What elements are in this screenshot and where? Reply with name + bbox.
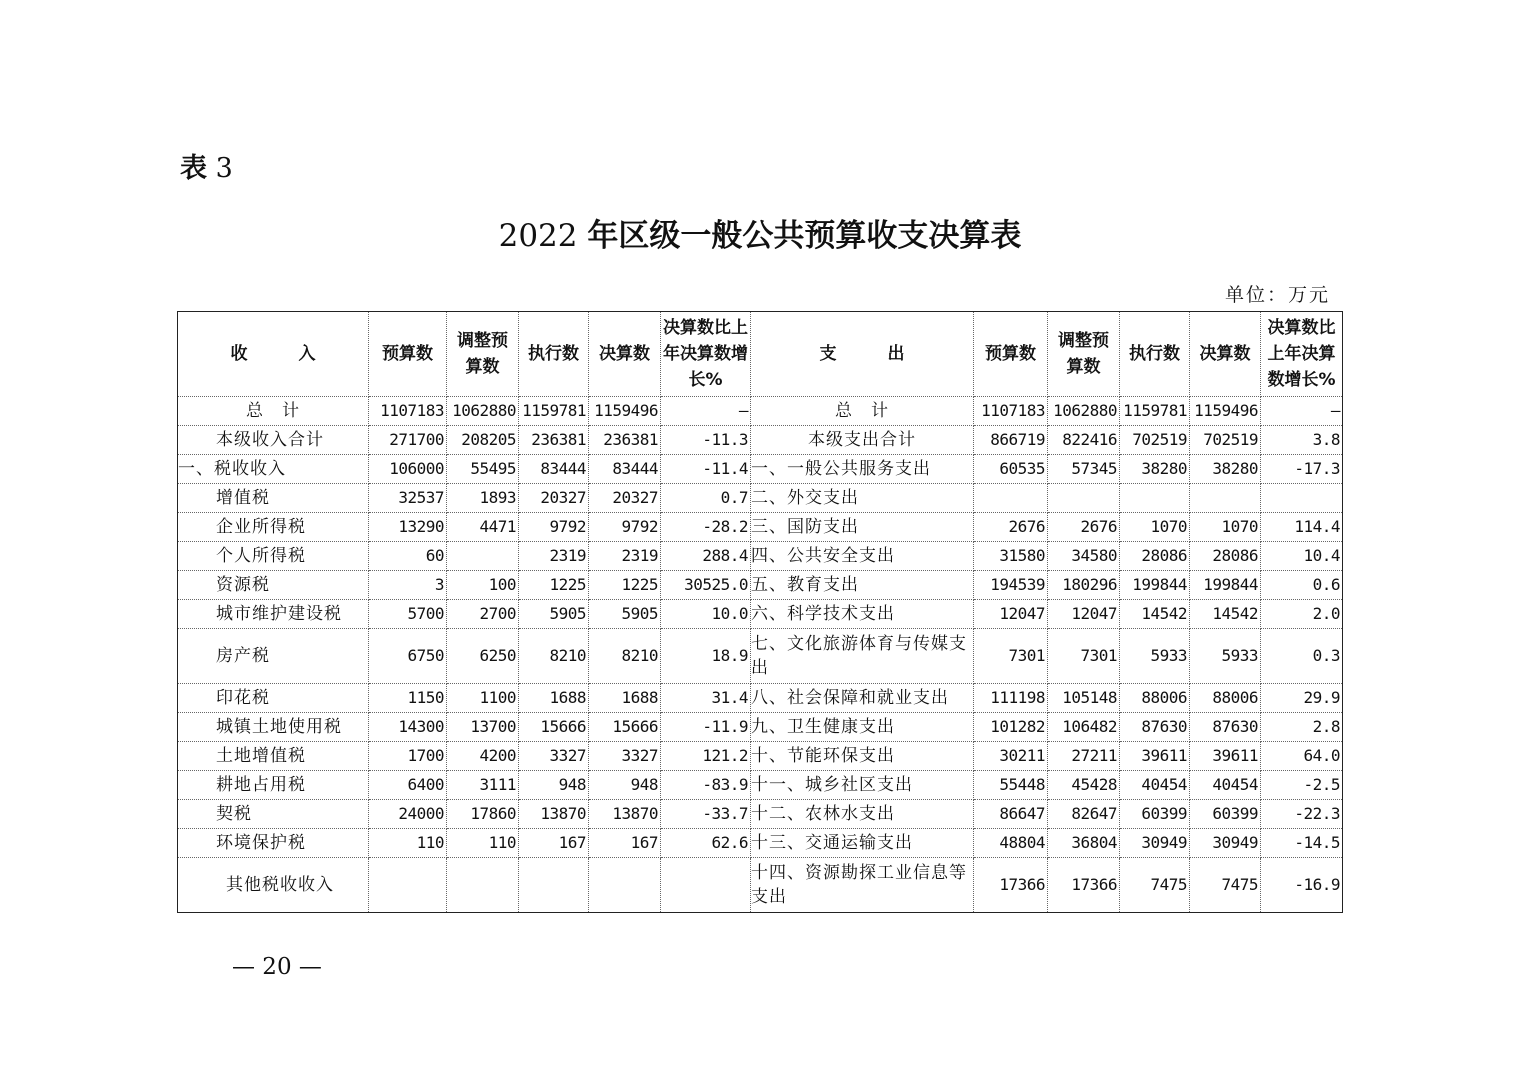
cell-ia: 6250 (447, 629, 519, 684)
cell-ea: 180296 (1048, 571, 1120, 600)
cell-eg: – (1261, 397, 1343, 426)
cell-ia: 2700 (447, 600, 519, 629)
cell-eb: 17366 (974, 858, 1048, 913)
table-row (178, 629, 1343, 684)
cell-ia: 208205 (447, 426, 519, 455)
header-expense-growth: 决算数比上年决算数增长% (1261, 312, 1343, 397)
cell-ia: 55495 (447, 455, 519, 484)
header-income: 收 入 (178, 312, 369, 397)
cell-inc: 资源税 (178, 571, 369, 600)
cell-ee: 7475 (1120, 858, 1190, 913)
cell-if: 1688 (589, 684, 661, 713)
cell-ib: 13290 (369, 513, 447, 542)
cell-if: 1159496 (589, 397, 661, 426)
cell-ie: 8210 (519, 629, 589, 684)
cell-ie: 1159781 (519, 397, 589, 426)
header-expense: 支 出 (751, 312, 974, 397)
cell-inc: 城镇土地使用税 (178, 713, 369, 742)
cell-ib: 271700 (369, 426, 447, 455)
header-income-final: 决算数 (589, 312, 661, 397)
cell-ee: 40454 (1120, 771, 1190, 800)
cell-ib: 3 (369, 571, 447, 600)
cell-ia: 3111 (447, 771, 519, 800)
cell-ib: 1107183 (369, 397, 447, 426)
cell-inc: 印花税 (178, 684, 369, 713)
cell-ig: -11.4 (661, 455, 751, 484)
cell-ef: 5933 (1190, 629, 1261, 684)
table-row (178, 771, 1343, 800)
cell-eg: -22.3 (1261, 800, 1343, 829)
cell-if: 1225 (589, 571, 661, 600)
table-label-num: 3 (215, 153, 233, 184)
cell-ie (519, 858, 589, 913)
cell-ee: 87630 (1120, 713, 1190, 742)
cell-ib: 1700 (369, 742, 447, 771)
cell-ia: 4200 (447, 742, 519, 771)
cell-ia: 1100 (447, 684, 519, 713)
cell-ib: 6400 (369, 771, 447, 800)
cell-ia (447, 542, 519, 571)
cell-inc: 个人所得税 (178, 542, 369, 571)
cell-ef: 28086 (1190, 542, 1261, 571)
cell-ea: 2676 (1048, 513, 1120, 542)
cell-eb: 55448 (974, 771, 1048, 800)
cell-ig: -83.9 (661, 771, 751, 800)
cell-ie: 948 (519, 771, 589, 800)
cell-if: 167 (589, 829, 661, 858)
cell-exp: 十二、农林水支出 (751, 800, 974, 829)
title-year: 2022 (498, 218, 578, 254)
cell-ig: 31.4 (661, 684, 751, 713)
cell-ia: 17860 (447, 800, 519, 829)
cell-eb: 60535 (974, 455, 1048, 484)
cell-eb: 866719 (974, 426, 1048, 455)
header-expense-adjusted: 调整预算数 (1048, 312, 1120, 397)
cell-ie: 167 (519, 829, 589, 858)
table-row (178, 713, 1343, 742)
cell-ef: 40454 (1190, 771, 1261, 800)
cell-ea: 822416 (1048, 426, 1120, 455)
table-row (178, 858, 1343, 913)
cell-ea: 1062880 (1048, 397, 1120, 426)
header-expense-budget: 预算数 (974, 312, 1048, 397)
cell-ef: 14542 (1190, 600, 1261, 629)
header-income-adjusted: 调整预算数 (447, 312, 519, 397)
cell-ea: 45428 (1048, 771, 1120, 800)
cell-ig: 121.2 (661, 742, 751, 771)
cell-ea: 36804 (1048, 829, 1120, 858)
cell-exp: 五、教育支出 (751, 571, 974, 600)
cell-ef: 199844 (1190, 571, 1261, 600)
cell-ie: 1688 (519, 684, 589, 713)
table-row (178, 742, 1343, 771)
cell-eg: 64.0 (1261, 742, 1343, 771)
cell-eb (974, 484, 1048, 513)
cell-ib: 110 (369, 829, 447, 858)
cell-ie: 83444 (519, 455, 589, 484)
cell-if: 20327 (589, 484, 661, 513)
cell-ia: 4471 (447, 513, 519, 542)
cell-eg: -17.3 (1261, 455, 1343, 484)
cell-ie: 13870 (519, 800, 589, 829)
cell-eg: 0.3 (1261, 629, 1343, 684)
cell-ig: -28.2 (661, 513, 751, 542)
cell-inc: 其他税收收入 (178, 858, 369, 913)
cell-ee: 88006 (1120, 684, 1190, 713)
cell-if: 9792 (589, 513, 661, 542)
table-row (178, 600, 1343, 629)
cell-exp: 十三、交通运输支出 (751, 829, 974, 858)
cell-if: 236381 (589, 426, 661, 455)
cell-ie: 2319 (519, 542, 589, 571)
cell-ig: -11.9 (661, 713, 751, 742)
cell-ef: 87630 (1190, 713, 1261, 742)
cell-eg: -14.5 (1261, 829, 1343, 858)
cell-ib: 32537 (369, 484, 447, 513)
cell-inc: 总 计 (178, 397, 369, 426)
table-row (178, 542, 1343, 571)
cell-inc: 增值税 (178, 484, 369, 513)
cell-ie: 20327 (519, 484, 589, 513)
cell-eb: 194539 (974, 571, 1048, 600)
cell-ef: 60399 (1190, 800, 1261, 829)
cell-exp: 本级支出合计 (751, 426, 974, 455)
table-row (178, 484, 1343, 513)
cell-ig: -11.3 (661, 426, 751, 455)
cell-ee: 1159781 (1120, 397, 1190, 426)
table-row (178, 571, 1343, 600)
cell-ib: 24000 (369, 800, 447, 829)
cell-ig (661, 858, 751, 913)
cell-ea: 106482 (1048, 713, 1120, 742)
cell-if: 13870 (589, 800, 661, 829)
cell-if: 3327 (589, 742, 661, 771)
cell-eb: 7301 (974, 629, 1048, 684)
cell-ee: 39611 (1120, 742, 1190, 771)
cell-ia: 110 (447, 829, 519, 858)
cell-eg: 2.8 (1261, 713, 1343, 742)
cell-ig: 18.9 (661, 629, 751, 684)
cell-ee (1120, 484, 1190, 513)
cell-exp: 九、卫生健康支出 (751, 713, 974, 742)
cell-eb: 48804 (974, 829, 1048, 858)
cell-ea: 34580 (1048, 542, 1120, 571)
cell-eb: 12047 (974, 600, 1048, 629)
cell-ea: 7301 (1048, 629, 1120, 684)
cell-exp: 二、外交支出 (751, 484, 974, 513)
cell-inc: 房产税 (178, 629, 369, 684)
cell-ie: 9792 (519, 513, 589, 542)
cell-inc: 企业所得税 (178, 513, 369, 542)
cell-eg (1261, 484, 1343, 513)
table-row (178, 800, 1343, 829)
cell-eg: 3.8 (1261, 426, 1343, 455)
cell-exp: 八、社会保障和就业支出 (751, 684, 974, 713)
cell-exp: 四、公共安全支出 (751, 542, 974, 571)
cell-inc: 本级收入合计 (178, 426, 369, 455)
header-income-executed: 执行数 (519, 312, 589, 397)
cell-ee: 1070 (1120, 513, 1190, 542)
cell-ee: 14542 (1120, 600, 1190, 629)
cell-ee: 28086 (1120, 542, 1190, 571)
cell-if: 8210 (589, 629, 661, 684)
header-income-growth: 决算数比上年决算数增长% (661, 312, 751, 397)
cell-if: 83444 (589, 455, 661, 484)
cell-ig: 288.4 (661, 542, 751, 571)
table-row (178, 455, 1343, 484)
cell-if: 2319 (589, 542, 661, 571)
cell-inc: 契税 (178, 800, 369, 829)
cell-ee: 38280 (1120, 455, 1190, 484)
cell-eb: 101282 (974, 713, 1048, 742)
cell-ea: 82647 (1048, 800, 1120, 829)
cell-ib: 14300 (369, 713, 447, 742)
cell-ia: 1893 (447, 484, 519, 513)
cell-ig: 62.6 (661, 829, 751, 858)
cell-ie: 5905 (519, 600, 589, 629)
cell-exp: 十、节能环保支出 (751, 742, 974, 771)
cell-ea: 57345 (1048, 455, 1120, 484)
budget-table (177, 311, 1343, 913)
cell-exp: 十一、城乡社区支出 (751, 771, 974, 800)
cell-ef: 39611 (1190, 742, 1261, 771)
cell-ee: 5933 (1120, 629, 1190, 684)
cell-ee: 30949 (1120, 829, 1190, 858)
cell-exp: 七、文化旅游体育与传媒支出 (751, 629, 974, 684)
cell-ee: 702519 (1120, 426, 1190, 455)
cell-eb: 30211 (974, 742, 1048, 771)
table-label (180, 146, 233, 185)
cell-ef: 702519 (1190, 426, 1261, 455)
table-row (178, 426, 1343, 455)
cell-inc: 一、税收收入 (178, 455, 369, 484)
cell-inc: 土地增值税 (178, 742, 369, 771)
cell-eb: 111198 (974, 684, 1048, 713)
cell-ea: 12047 (1048, 600, 1120, 629)
cell-eg: 0.6 (1261, 571, 1343, 600)
unit-label: 单位：万元 (1224, 284, 1330, 306)
cell-ef: 38280 (1190, 455, 1261, 484)
cell-ie: 3327 (519, 742, 589, 771)
cell-ef: 7475 (1190, 858, 1261, 913)
cell-ib: 5700 (369, 600, 447, 629)
cell-exp: 六、科学技术支出 (751, 600, 974, 629)
title-text: 年区级一般公共预算收支决算表 (587, 218, 1022, 254)
cell-ib (369, 858, 447, 913)
cell-ef: 88006 (1190, 684, 1261, 713)
cell-ig: – (661, 397, 751, 426)
table-row (178, 397, 1343, 426)
cell-ig: 10.0 (661, 600, 751, 629)
cell-eg: 29.9 (1261, 684, 1343, 713)
cell-eg: -2.5 (1261, 771, 1343, 800)
cell-ia: 100 (447, 571, 519, 600)
cell-eb: 86647 (974, 800, 1048, 829)
cell-ia (447, 858, 519, 913)
cell-ef: 1070 (1190, 513, 1261, 542)
cell-inc: 环境保护税 (178, 829, 369, 858)
cell-ef: 1159496 (1190, 397, 1261, 426)
cell-ig: 0.7 (661, 484, 751, 513)
cell-inc: 耕地占用税 (178, 771, 369, 800)
cell-if: 15666 (589, 713, 661, 742)
cell-exp: 一、一般公共服务支出 (751, 455, 974, 484)
cell-ea (1048, 484, 1120, 513)
cell-eb: 31580 (974, 542, 1048, 571)
cell-ie: 15666 (519, 713, 589, 742)
cell-eg: 114.4 (1261, 513, 1343, 542)
cell-exp: 十四、资源勘探工业信息等支出 (751, 858, 974, 913)
cell-ea: 105148 (1048, 684, 1120, 713)
cell-if: 948 (589, 771, 661, 800)
cell-exp: 总 计 (751, 397, 974, 426)
cell-if (589, 858, 661, 913)
cell-ef: 30949 (1190, 829, 1261, 858)
cell-ef (1190, 484, 1261, 513)
table-row (178, 513, 1343, 542)
page-title (0, 210, 1520, 255)
table-row (178, 829, 1343, 858)
cell-ea: 27211 (1048, 742, 1120, 771)
cell-ee: 60399 (1120, 800, 1190, 829)
cell-eb: 1107183 (974, 397, 1048, 426)
cell-if: 5905 (589, 600, 661, 629)
cell-exp: 三、国防支出 (751, 513, 974, 542)
table-row (178, 684, 1343, 713)
header-income-budget: 预算数 (369, 312, 447, 397)
cell-ib: 106000 (369, 455, 447, 484)
cell-eb: 2676 (974, 513, 1048, 542)
cell-inc: 城市维护建设税 (178, 600, 369, 629)
page-number: — 20 — (232, 954, 322, 980)
cell-ib: 6750 (369, 629, 447, 684)
cell-ig: 30525.0 (661, 571, 751, 600)
cell-ig: -33.7 (661, 800, 751, 829)
cell-ib: 1150 (369, 684, 447, 713)
cell-eg: -16.9 (1261, 858, 1343, 913)
header-row (178, 312, 1343, 397)
cell-ie: 1225 (519, 571, 589, 600)
cell-ie: 236381 (519, 426, 589, 455)
cell-eg: 10.4 (1261, 542, 1343, 571)
table-label-prefix: 表 (180, 153, 207, 184)
header-expense-executed: 执行数 (1120, 312, 1190, 397)
cell-ia: 13700 (447, 713, 519, 742)
cell-ee: 199844 (1120, 571, 1190, 600)
cell-eg: 2.0 (1261, 600, 1343, 629)
header-expense-final: 决算数 (1190, 312, 1261, 397)
cell-ia: 1062880 (447, 397, 519, 426)
cell-ib: 60 (369, 542, 447, 571)
cell-ea: 17366 (1048, 858, 1120, 913)
